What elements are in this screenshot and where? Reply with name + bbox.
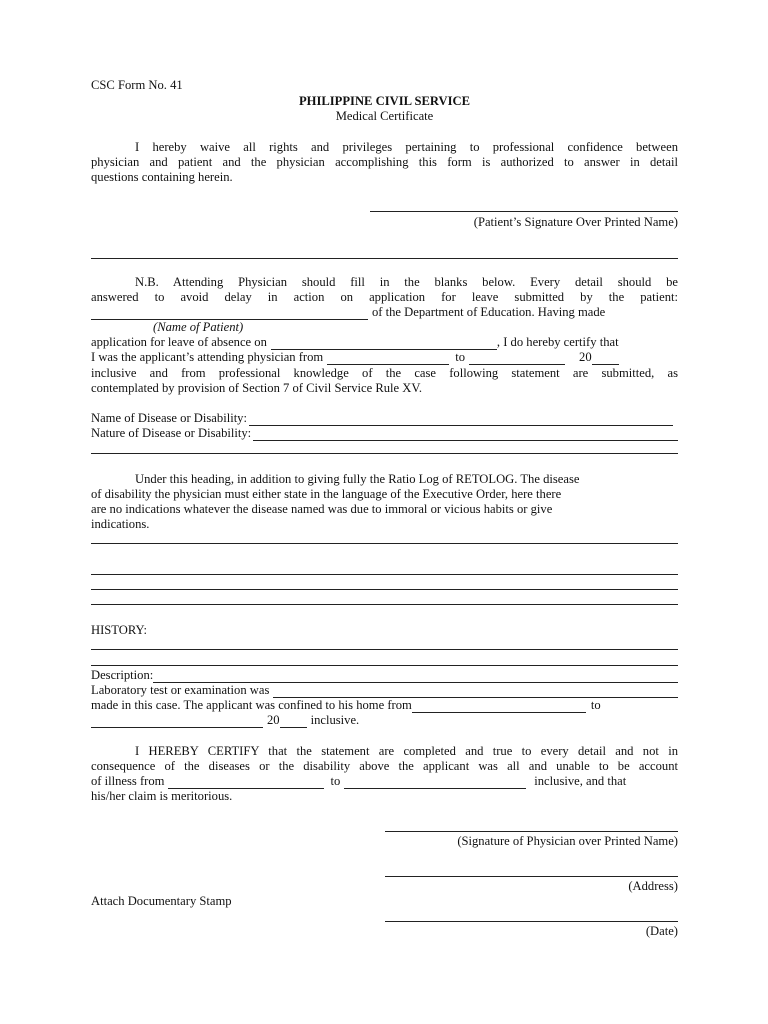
patient-name-field[interactable]	[91, 308, 368, 320]
lab-field[interactable]	[273, 686, 678, 698]
inclusive-line: inclusive and from professional knowledge of the case following statement are submitted, as	[91, 366, 678, 380]
indications-line-2[interactable]	[91, 574, 678, 575]
lab-label: Laboratory test or examination was	[91, 683, 270, 697]
form-number: CSC Form No. 41	[91, 78, 183, 92]
heading-note-line-3: are no indications whatever the disease named was due to immoral or vicious habits or give	[91, 502, 553, 516]
confined-inclusive: inclusive.	[310, 713, 360, 727]
confined-year-label: 20	[267, 713, 280, 727]
leave-date-field[interactable]	[271, 338, 497, 350]
confined-to-label: to	[590, 698, 601, 712]
department-text: of the Department of Education. Having made	[372, 305, 606, 319]
illness-to-label: to	[330, 774, 341, 788]
illness-suffix: inclusive, and that	[534, 774, 627, 788]
indications-line-1[interactable]	[91, 543, 678, 544]
date-label: (Date)	[645, 924, 678, 938]
waiver-line-1: I hereby waive all rights and privileges pertaining to professional confidence between	[135, 140, 678, 154]
attending-prefix: I was the applicant’s attending physician from	[91, 350, 324, 364]
illness-to-field[interactable]	[344, 777, 526, 789]
provision-line: contemplated by provision of Section 7 of Civil Service Rule XV.	[91, 381, 423, 395]
disease-name-row	[91, 411, 673, 426]
waiver-line-3: questions containing herein.	[91, 170, 233, 184]
nb-line-1: N.B. Attending Physician should fill in the blanks below. Every detail should be	[135, 275, 678, 289]
description-row	[91, 668, 678, 683]
history-label: HISTORY:	[91, 623, 147, 637]
attending-to-field[interactable]	[469, 353, 565, 365]
confined-year-row	[91, 713, 678, 728]
physician-signature-line[interactable]	[385, 831, 678, 832]
name-of-patient-label: (Name of Patient)	[153, 320, 244, 334]
description-label: Description:	[91, 668, 154, 682]
confined-year-field[interactable]	[280, 716, 307, 728]
date-line[interactable]	[385, 921, 678, 922]
lab-row	[91, 683, 678, 698]
disease-name-label: Name of Disease or Disability:	[91, 411, 247, 425]
attending-year-label: 20	[579, 350, 592, 364]
illness-from-field[interactable]	[168, 777, 324, 789]
indications-line-4[interactable]	[91, 604, 678, 605]
indications-line-3[interactable]	[91, 589, 678, 590]
patient-signature-line[interactable]	[370, 211, 678, 212]
nb-line-2: answered to avoid delay in action on application for leave submitted by the patient:	[91, 290, 678, 304]
confined-prefix: made in this case. The applicant was confined to his home from	[91, 698, 412, 712]
history-line-1[interactable]	[91, 649, 678, 650]
heading-note-line-4: indications.	[91, 517, 150, 531]
agency-title: PHILIPPINE CIVIL SERVICE	[298, 94, 470, 108]
disease-name-field[interactable]	[249, 414, 673, 426]
address-label: (Address)	[628, 879, 678, 893]
confined-row	[91, 698, 678, 713]
confined-from-field[interactable]	[412, 701, 586, 713]
description-field[interactable]	[153, 671, 678, 683]
section-divider	[91, 258, 678, 259]
attending-from-field[interactable]	[327, 353, 449, 365]
disease-extra-line[interactable]	[91, 453, 678, 454]
document-title: Medical Certificate	[335, 109, 434, 123]
disease-nature-field[interactable]	[253, 429, 678, 441]
patient-name-row	[91, 305, 678, 320]
illness-row	[91, 774, 678, 789]
attending-year-field[interactable]	[592, 353, 619, 365]
address-line[interactable]	[385, 876, 678, 877]
certify-line-4: his/her claim is meritorious.	[91, 789, 233, 803]
heading-note-line-2: of disability the physician must either state in the language of the Executive Order, here there	[91, 487, 562, 501]
heading-note-line-1: Under this heading, in addition to giving fully the Ratio Log of RETOLOG. The disease	[135, 472, 580, 486]
leave-suffix: , I do hereby certify that	[496, 335, 619, 349]
leave-prefix: application for leave of absence on	[91, 335, 267, 349]
disease-nature-row	[91, 426, 678, 441]
attending-row	[91, 350, 678, 365]
waiver-line-2: physician and patient and the physician accomplishing this form is authorized to answer in detail	[91, 155, 678, 169]
disease-nature-label: Nature of Disease or Disability:	[91, 426, 252, 440]
physician-signature-label: (Signature of Physician over Printed Name)	[457, 834, 678, 848]
history-line-2[interactable]	[91, 665, 678, 666]
documentary-stamp-label: Attach Documentary Stamp	[91, 894, 232, 908]
attending-to-label: to	[455, 350, 466, 364]
patient-signature-label: (Patient’s Signature Over Printed Name)	[473, 215, 678, 229]
certify-line-2: consequence of the diseases or the disability above the applicant was all and unable to be account	[91, 759, 678, 773]
illness-prefix: of illness from	[91, 774, 165, 788]
confined-to-field[interactable]	[91, 716, 263, 728]
leave-row	[91, 335, 678, 350]
certify-line-1: I HEREBY CERTIFY that the statement are completed and true to every detail and not in	[135, 744, 678, 758]
